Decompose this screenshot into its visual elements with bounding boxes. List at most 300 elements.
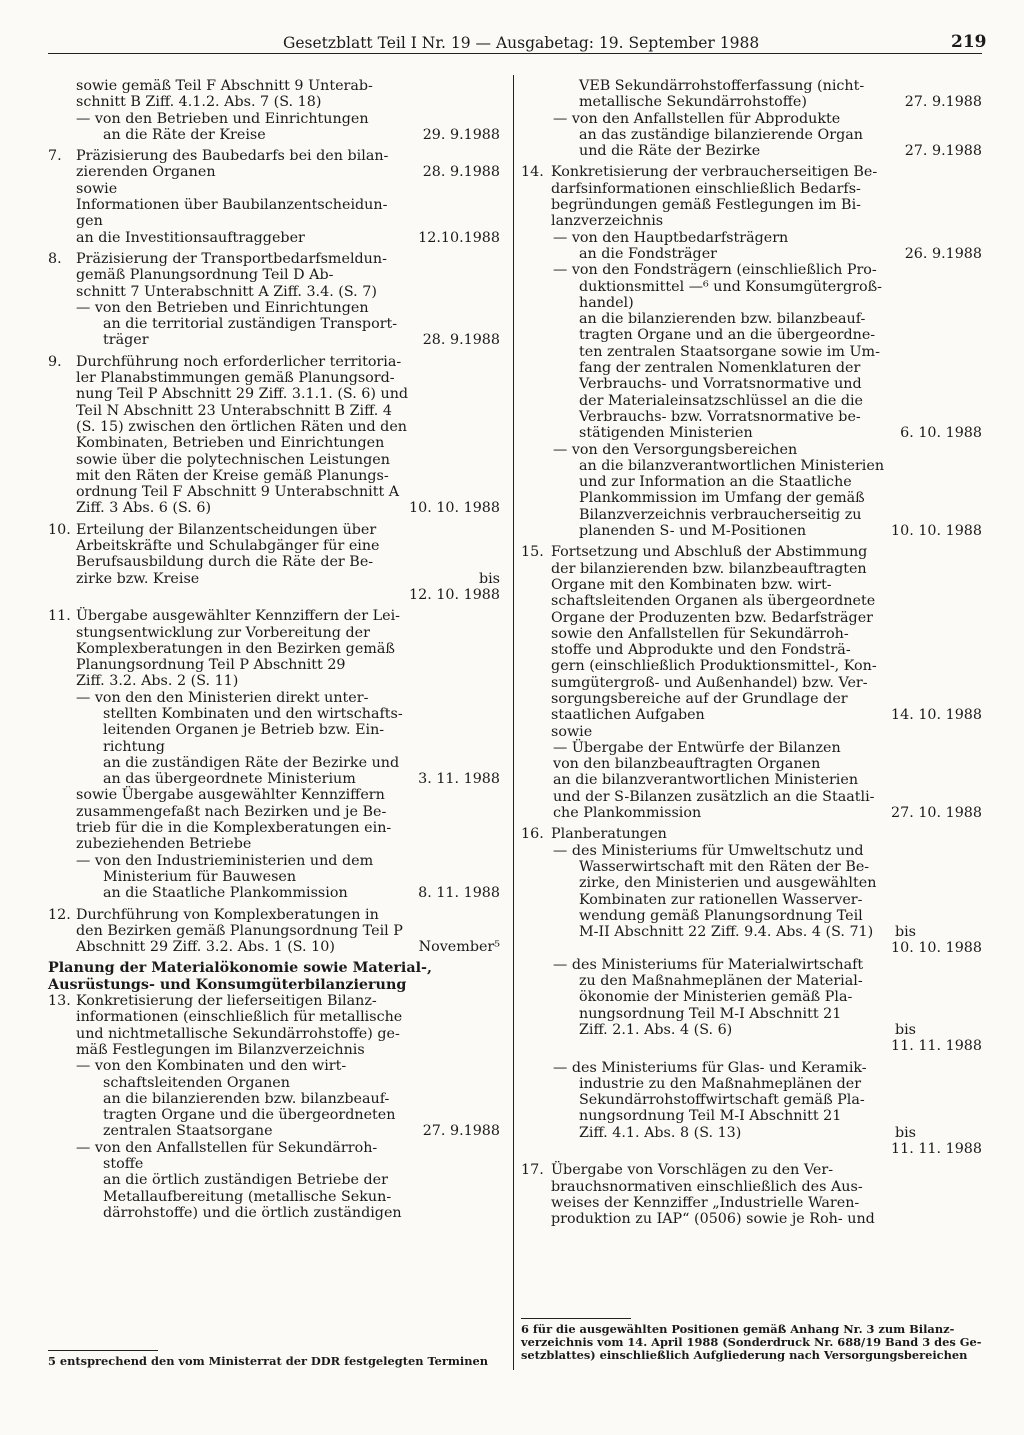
line-text: stoffe und Abprodukte und den Fondsträ- [551, 642, 851, 659]
deadline-date: 10. 10. 1988 [409, 500, 500, 517]
text-line [48, 993, 500, 1009]
line-text: sumgütergroß- und Außenhandel) bzw. Ver- [551, 674, 868, 691]
text-line [48, 468, 500, 484]
text-line [521, 507, 982, 523]
item-number: 15. [521, 544, 544, 561]
deadline-date: 11. 11. 1988 [891, 1038, 982, 1055]
text-line [48, 885, 500, 901]
text-line [48, 251, 500, 267]
text-line [48, 771, 500, 787]
line-text: produktion zu IAP“ (0506) sowie je Roh- und [551, 1211, 875, 1228]
line-text: ökonomie der Ministerien gemäß Pla- [579, 989, 853, 1006]
left-column [48, 78, 500, 1221]
text-line [521, 425, 982, 441]
text-line [521, 197, 982, 213]
line-text: stätigenden Ministerien [579, 425, 753, 442]
item-number: 13. [48, 993, 71, 1010]
line-text: — von den Industrieministerien und dem [76, 852, 374, 869]
deadline-date: 10. 10. 1988 [891, 940, 982, 957]
text-line [48, 1205, 500, 1221]
deadline-date: 28. 9.1988 [422, 332, 500, 349]
line-text: zierenden Organen [76, 164, 216, 181]
column-divider [513, 75, 514, 1370]
line-text: informationen (einschließlich für metallische [76, 1009, 403, 1026]
text-line [48, 213, 500, 229]
text-line [521, 1125, 982, 1141]
text-line [48, 1172, 500, 1188]
line-text: Ministerium für Bauwesen [103, 868, 297, 885]
line-text: Planungsordnung Teil P Abschnitt 29 [76, 657, 346, 674]
line-text: Abschnitt 29 Ziff. 3.2. Abs. 1 (S. 10) [76, 939, 335, 956]
text-line [521, 973, 982, 989]
line-text: an die zuständigen Räte der Bezirke und [103, 754, 400, 771]
text-line [521, 1195, 982, 1211]
line-text: stoffe [103, 1156, 144, 1172]
line-text: gern (einschließlich Produktionsmittel-, Kon- [551, 658, 877, 675]
line-text: träger [103, 332, 149, 349]
line-text: — des Ministeriums für Glas- und Keramik- [553, 1059, 867, 1076]
line-text: an die bilanzverantwortlichen Ministerien [579, 457, 885, 474]
line-text: — von den Anfallstellen für Abprodukte [553, 110, 841, 127]
text-line [521, 772, 982, 788]
deadline-date: 6. 10. 1988 [900, 425, 982, 442]
line-text: VEB Sekundärrohstofferfassung (nicht- [579, 78, 865, 94]
header-rule [48, 53, 982, 54]
text-line [521, 1141, 982, 1157]
text-line [48, 403, 500, 419]
text-line [48, 94, 500, 110]
text-line [48, 820, 500, 836]
text-line [521, 691, 982, 707]
deadline-date: 27. 9.1988 [904, 94, 982, 111]
line-text: industrie zu den Maßnahmeplänen der [579, 1075, 862, 1092]
line-text: Ziff. 2.1. Abs. 4 (S. 6) [579, 1021, 733, 1038]
text-line [521, 859, 982, 875]
text-line [521, 892, 982, 908]
line-text: sorgungsbereiche auf der Grundlage der [551, 690, 848, 707]
text-line [48, 608, 500, 624]
text-line [521, 924, 982, 940]
text-line [48, 1058, 500, 1074]
line-text: Bilanzverzeichnis verbraucherseitig zu [579, 506, 862, 523]
text-line [521, 490, 982, 506]
text-line [521, 826, 982, 842]
line-text: Wasserwirtschaft mit den Räten der Be- [579, 858, 870, 875]
line-text: der bilanzierenden bzw. bilanzbeauftragten [551, 560, 867, 577]
text-line [521, 1060, 982, 1076]
deadline-date: 8. 11. 1988 [418, 885, 500, 902]
line-text: weises der Kennziffer „Industrielle Waren- [551, 1194, 860, 1211]
line-text: tragten Organe und die übergeordneten [103, 1107, 396, 1124]
text-line [48, 923, 500, 939]
line-text: Konkretisierung der verbraucherseitigen Be- [551, 164, 878, 181]
line-text: ler Planabstimmungen gemäß Planungsord- [76, 370, 395, 387]
item-number: 7. [48, 148, 62, 165]
text-line [48, 1091, 500, 1107]
line-text: an die örtlich zuständigen Betriebe der [103, 1172, 388, 1189]
text-line [48, 538, 500, 554]
line-text: Organe der Produzenten bzw. Bedarfsträger [551, 609, 873, 626]
line-text: trieb für die in die Komplexberatungen ein- [76, 820, 392, 837]
text-line [48, 853, 500, 869]
line-text: zirke, den Ministerien und ausgewählten [579, 875, 877, 892]
line-text: Teil N Abschnitt 23 Unterabschnitt B Ziff. 4 [76, 402, 392, 419]
text-line [521, 805, 982, 821]
line-text: Präzisierung der Transportbedarfsmeldun- [76, 250, 387, 267]
text-line [48, 267, 500, 283]
text-line [48, 587, 500, 603]
line-text: Verbrauchs- bzw. Vorratsnormative be- [579, 408, 861, 425]
line-text: fang der zentralen Nomenklaturen der [579, 360, 861, 377]
line-text: handel) [579, 294, 634, 311]
line-text: — von den Fondsträgern (einschließlich Pro- [553, 262, 877, 279]
line-text: an die Staatliche Plankommission [103, 885, 348, 902]
section-heading: Planung der Materialökonomie sowie Material-, [48, 960, 432, 977]
text-line [521, 675, 982, 691]
text-line [48, 284, 500, 300]
text-line [48, 316, 500, 332]
text-line [521, 740, 982, 756]
line-text: Arbeitskräfte und Schulabgänger für eine [76, 538, 380, 555]
text-line [521, 1211, 982, 1227]
text-line [521, 843, 982, 859]
footnote-rule-left [48, 1350, 158, 1351]
line-text: Übergabe ausgewählter Kennziffern der Lei- [76, 608, 400, 625]
line-text: leitenden Organen je Betrieb bzw. Ein- [103, 722, 385, 739]
line-text: an die Räte der Kreise [103, 126, 266, 143]
line-text: Übergabe von Vorschlägen zu den Ver- [551, 1162, 834, 1179]
line-text: M-II Abschnitt 22 Ziff. 9.4. Abs. 4 (S. 71) [579, 924, 874, 941]
text-line [521, 957, 982, 973]
text-line [521, 1022, 982, 1038]
text-line [48, 739, 500, 755]
line-text: nung Teil P Abschnitt 29 Ziff. 3.1.1. (S. 6) und [76, 386, 409, 403]
line-text: nungsordnung Teil M-I Abschnitt 21 [579, 1108, 842, 1125]
text-line [48, 148, 500, 164]
text-line [521, 246, 982, 262]
line-text: nungsordnung Teil M-I Abschnitt 21 [579, 1005, 842, 1022]
line-text: Kombinaten, Betrieben und Einrichtungen [76, 435, 385, 452]
text-line [48, 1042, 500, 1058]
text-line [521, 230, 982, 246]
line-text: Metallaufbereitung (metallische Sekun- [103, 1188, 392, 1205]
line-text: Komplexberatungen in den Bezirken gemäß [76, 640, 395, 657]
deadline-date: 27. 9.1988 [904, 143, 982, 160]
text-line [48, 181, 500, 197]
line-text: Durchführung von Komplexberatungen in [76, 906, 379, 923]
line-text: brauchsnormativen einschließlich des Aus- [551, 1178, 863, 1195]
line-text: Kombinaten zur rationellen Wasserver- [579, 891, 863, 908]
text-line [48, 641, 500, 657]
line-text: ordnung Teil F Abschnitt 9 Unterabschnitt A [76, 484, 400, 501]
line-text: Durchführung noch erforderlicher territoria- [76, 353, 402, 370]
line-text: und der S-Bilanzen zusätzlich an die Staatli- [553, 788, 875, 805]
line-text: an die bilanzierenden bzw. bilanzbeauf- [579, 311, 866, 328]
line-text: richtung [103, 738, 165, 755]
text-line [48, 755, 500, 771]
line-text: — von den den Ministerien direkt unter- [76, 689, 369, 706]
text-line [48, 111, 500, 127]
deadline-date: 10. 10. 1988 [891, 523, 982, 540]
text-line [521, 442, 982, 458]
text-line [48, 435, 500, 451]
footnote-6-line-2: verzeichnis vom 14. April 1988 (Sonderdruck Nr. 688/19 Band 3 des Ge- [521, 1335, 982, 1349]
text-line [48, 452, 500, 468]
text-line [521, 327, 982, 343]
deadline-date: 26. 9.1988 [904, 245, 982, 262]
text-line [521, 940, 982, 956]
text-line [48, 939, 500, 955]
line-text: Sekundärrohstoffwirtschaft gemäß Pla- [579, 1092, 865, 1109]
text-line [521, 111, 982, 127]
text-line [521, 1179, 982, 1195]
text-line [521, 626, 982, 642]
line-text: — von den Betrieben und Einrichtungen [76, 110, 369, 127]
text-line [48, 625, 500, 641]
line-text: (S. 15) zwischen den örtlichen Räten und den [76, 418, 408, 435]
text-line [48, 571, 500, 587]
text-line [48, 1156, 500, 1172]
text-line [521, 593, 982, 609]
text-line [521, 1108, 982, 1124]
text-line [521, 756, 982, 772]
line-text: Ziff. 3 Abs. 6 (S. 6) [76, 500, 212, 517]
line-text: den Bezirken gemäß Planungsordnung Teil P [76, 922, 403, 939]
deadline-date: 12.10.1988 [418, 229, 500, 246]
text-line [521, 164, 982, 180]
line-text: — von den Betrieben und Einrichtungen [76, 299, 369, 316]
text-line [48, 300, 500, 316]
line-text: — von den Versorgungsbereichen [553, 441, 798, 458]
line-text: an die Fondsträger [579, 245, 717, 262]
text-line [48, 869, 500, 885]
text-line [48, 370, 500, 386]
text-line [521, 544, 982, 560]
text-line [48, 804, 500, 820]
item-number: 8. [48, 250, 62, 267]
line-text: stungsentwicklung zur Vorbereitung der [76, 624, 370, 641]
line-text: wendung gemäß Planungsordnung Teil [579, 907, 863, 924]
text-line [48, 332, 500, 348]
line-text: darfsinformationen einschließlich Bedarfs- [551, 180, 861, 197]
line-text: an das zuständige bilanzierende Organ [579, 126, 863, 143]
text-line [48, 1123, 500, 1139]
text-line [48, 960, 500, 976]
text-line [521, 523, 982, 539]
footnote-6-line-3: setzblattes) einschließlich Aufgliederung nach Versorgungsbereichen [521, 1348, 968, 1362]
text-line [521, 1162, 982, 1178]
header-title: Gesetzblatt Teil I Nr. 19 — Ausgabetag: 19. September 1988 [283, 34, 760, 52]
line-text: ten zentralen Staatsorgane sowie im Um- [579, 343, 880, 360]
text-line [48, 164, 500, 180]
right-column [521, 78, 982, 1227]
line-text: an die bilanzverantwortlichen Ministerien [553, 772, 859, 789]
text-line [521, 1006, 982, 1022]
item-number: 14. [521, 164, 544, 181]
line-text: an die bilanzierenden bzw. bilanzbeauf- [103, 1090, 390, 1107]
section-heading: Ausrüstungs- und Konsumgüterbilanzierung [48, 976, 407, 993]
line-text: begründungen gemäß Festlegungen im Bi- [551, 197, 861, 214]
footnote-rule-right [521, 1318, 631, 1319]
text-line [48, 722, 500, 738]
deadline-date: 27. 10. 1988 [891, 805, 982, 822]
line-text: schnitt B Ziff. 4.1.2. Abs. 7 (S. 18) [76, 94, 322, 111]
text-line [48, 1009, 500, 1025]
line-text: — des Ministeriums für Materialwirtschaft [553, 956, 864, 973]
text-line [521, 610, 982, 626]
line-text: sowie über die polytechnischen Leistungen [76, 451, 390, 468]
text-line [521, 1076, 982, 1092]
line-text: — von den Anfallstellen für Sekundärroh- [76, 1139, 378, 1156]
text-line [521, 875, 982, 891]
line-text: und zur Information an die Staatliche [579, 474, 852, 491]
line-text: metallische Sekundärrohstoffe) [579, 94, 807, 111]
text-line [521, 181, 982, 197]
item-number: 11. [48, 608, 71, 625]
deadline-bis: bis [894, 1021, 916, 1038]
line-text: Plankommission im Umfang der gemäß [579, 490, 865, 507]
line-text: sowie gemäß Teil F Abschnitt 9 Unterab- [76, 78, 373, 94]
line-text: mit den Räten der Kreise gemäß Planungs- [76, 467, 389, 484]
line-text: — von den Kombinaten und den wirt- [76, 1058, 347, 1075]
deadline-date: November⁵ [418, 939, 500, 956]
text-line [48, 1075, 500, 1091]
text-line [48, 1026, 500, 1042]
line-text: che Plankommission [553, 805, 702, 822]
line-text: Fortsetzung und Abschluß der Abstimmung [551, 544, 868, 561]
text-line [48, 673, 500, 689]
line-text: Planberatungen [551, 826, 667, 843]
item-number: 17. [521, 1162, 544, 1179]
text-line [521, 360, 982, 376]
text-line [48, 386, 500, 402]
line-text: planenden S- und M-Positionen [579, 523, 807, 540]
footnote-6-line-1: 6 für die ausgewählten Positionen gemäß Anhang Nr. 3 zum Bilanz- [521, 1322, 955, 1336]
text-line [48, 657, 500, 673]
text-line [521, 78, 982, 94]
text-line [521, 458, 982, 474]
text-line [521, 344, 982, 360]
line-text: Organe mit den Kombinaten bzw. wirt- [551, 576, 832, 593]
text-line [521, 789, 982, 805]
deadline-date: bis [478, 570, 500, 587]
line-text: Erteilung der Bilanzentscheidungen über [76, 521, 377, 538]
deadline-date: 29. 9.1988 [422, 126, 500, 143]
text-line [48, 836, 500, 852]
text-line [48, 690, 500, 706]
item-number: 10. [48, 521, 71, 538]
text-line [521, 908, 982, 924]
deadline-date: 3. 11. 1988 [418, 771, 500, 788]
line-text: staatlichen Aufgaben [551, 707, 705, 724]
line-text: duktionsmittel —⁶ und Konsumgütergroß- [579, 278, 882, 295]
line-text: Konkretisierung der lieferseitigen Bilanz- [76, 993, 377, 1010]
text-line [521, 213, 982, 229]
line-text: und nichtmetallische Sekundärrohstoffe) ge- [76, 1025, 400, 1042]
line-text: tragten Organe und an die übergeordne- [579, 327, 876, 344]
line-text: Berufsausbildung durch die Räte der Be- [76, 554, 374, 571]
line-text: sowie [76, 180, 118, 197]
line-text: Präzisierung des Baubedarfs bei den bilan- [76, 148, 389, 165]
text-line [48, 522, 500, 538]
text-line [521, 262, 982, 278]
deadline-date: 14. 10. 1988 [891, 707, 982, 724]
line-text: därrohstoffe) und die örtlich zuständigen [103, 1204, 402, 1221]
line-text: gemäß Planungsordnung Teil D Ab- [76, 267, 334, 284]
line-text: sowie Übergabe ausgewählter Kennziffern [76, 787, 385, 804]
text-line [48, 907, 500, 923]
line-text: — Übergabe der Entwürfe der Bilanzen [553, 739, 841, 756]
text-line [521, 577, 982, 593]
line-text: von den bilanzbeauftragten Organen [553, 756, 821, 773]
text-line [48, 230, 500, 246]
line-text: — von den Hauptbedarfsträgern [553, 229, 789, 246]
line-text: Verbrauchs- und Vorratsnormative und [579, 376, 862, 393]
line-text: zirke bzw. Kreise [76, 570, 200, 587]
text-line [521, 143, 982, 159]
text-line [521, 94, 982, 110]
text-line [48, 1107, 500, 1123]
line-text: Ziff. 3.2. Abs. 2 (S. 11) [76, 673, 239, 690]
line-text: an die territorial zuständigen Transport- [103, 316, 398, 333]
text-line [521, 127, 982, 143]
text-line [48, 127, 500, 143]
deadline-date: 12. 10. 1988 [409, 586, 500, 603]
line-text: Informationen über Baubilanzentscheidun- [76, 197, 388, 214]
item-number: 16. [521, 826, 544, 843]
line-text: gen [76, 213, 103, 230]
line-text: an die Investitionsauftraggeber [76, 229, 305, 246]
deadline-date: 28. 9.1988 [422, 164, 500, 181]
text-line [521, 393, 982, 409]
line-text: zu den Maßnahmeplänen der Material- [579, 973, 863, 990]
text-line [48, 484, 500, 500]
text-line [521, 561, 982, 577]
line-text: schaftsleitenden Organen [103, 1074, 290, 1091]
text-line [521, 1092, 982, 1108]
text-line [48, 977, 500, 993]
deadline-bis: bis [894, 924, 916, 941]
line-text: Ziff. 4.1. Abs. 8 (S. 13) [579, 1124, 742, 1141]
text-line [48, 1189, 500, 1205]
item-number: 12. [48, 906, 71, 923]
text-line [521, 409, 982, 425]
text-line [48, 554, 500, 570]
line-text: zubeziehenden Betriebe [76, 836, 252, 853]
deadline-date: 11. 11. 1988 [891, 1141, 982, 1157]
text-line [521, 311, 982, 327]
line-text: mäß Festlegungen im Bilanzverzeichnis [76, 1041, 365, 1058]
line-text: — des Ministeriums für Umweltschutz und [553, 842, 864, 859]
text-line [48, 706, 500, 722]
line-text: der Materialeinsatzschlüssel an die die [579, 392, 864, 409]
item-number: 9. [48, 353, 62, 370]
text-line [48, 354, 500, 370]
line-text: an das übergeordnete Ministerium [103, 771, 356, 788]
text-line [521, 658, 982, 674]
text-line [48, 78, 500, 94]
text-line [48, 500, 500, 516]
text-line [521, 724, 982, 740]
text-line [48, 197, 500, 213]
text-line [521, 279, 982, 295]
text-line [521, 1038, 982, 1054]
line-text: und die Räte der Bezirke [579, 143, 761, 160]
text-line [521, 642, 982, 658]
page-number: 219 [951, 32, 987, 52]
line-text: schaftsleitenden Organen als übergeordnete [551, 593, 876, 610]
text-line [48, 1140, 500, 1156]
